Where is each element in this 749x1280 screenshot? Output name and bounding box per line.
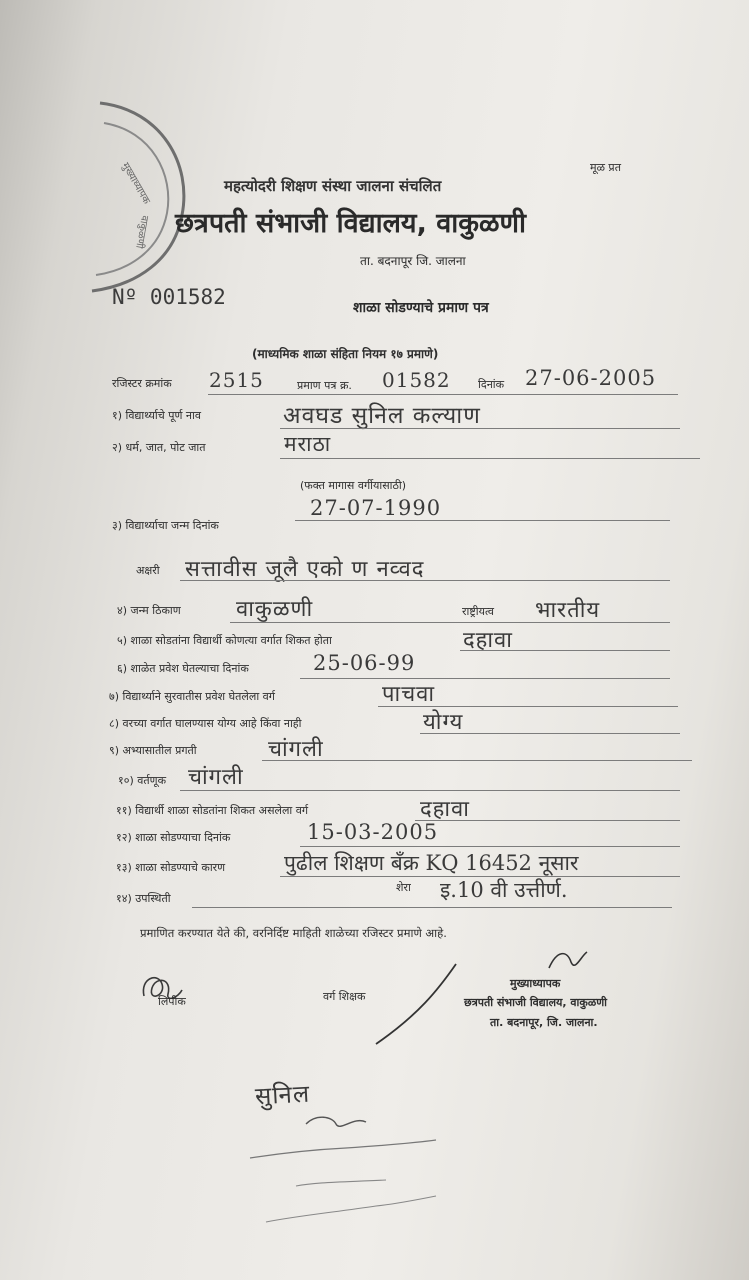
field-3-value: 27-07-1990: [310, 496, 442, 520]
field-3-label: ३) विद्यार्थ्याचा जन्म दिनांक: [112, 519, 219, 532]
clerk-label: लिपीक: [158, 995, 186, 1008]
handwritten-notes: [236, 1110, 456, 1240]
field-14-line: [192, 907, 672, 908]
date-label: दिनांक: [478, 378, 505, 391]
field-7-label: ७) विद्यार्थ्याने सुरवातीस प्रवेश घेतलेला वर्ग: [109, 690, 275, 703]
field-11-line: [415, 820, 680, 821]
class-teacher-label: वर्ग शिक्षक: [323, 990, 366, 1003]
field-9-value: चांगली: [268, 737, 324, 762]
field-6-label: ६) शाळेत प्रवेश घेतल्याचा दिनांक: [117, 662, 249, 675]
field-9-label: ९) अभ्यासातील प्रगती: [109, 744, 197, 757]
field-5-value: दहावा: [463, 628, 513, 653]
field-4-line: [230, 622, 670, 623]
document-title: शाळा सोडण्याचे प्रमाण पत्र: [353, 300, 489, 316]
svg-text:मुख्याध्यापक: मुख्याध्यापक: [119, 161, 152, 207]
serial-number: Nº 001582: [112, 285, 226, 309]
cert-date: 27-06-2005: [525, 366, 657, 390]
school-name: छत्रपती संभाजी विद्यालय, वाकुळणी: [175, 208, 527, 239]
cert-no-label: प्रमाण पत्र क्र.: [297, 379, 352, 392]
field-12-line: [300, 846, 680, 847]
principal-school: छत्रपती संभाजी विद्यालय, वाकुळणी: [464, 996, 608, 1009]
svg-text:वाकुळणी: वाकुळणी: [133, 214, 150, 250]
field-13-label: १३) शाळा सोडण्याचे कारण: [116, 861, 226, 874]
field-1-label: १) विद्यार्थ्याचे पूर्ण नाव: [112, 409, 201, 422]
field-10-value: चांगली: [188, 765, 244, 790]
certification-text: प्रमाणित करण्यात येते की, वरनिर्दिष्ट माहिती शाळेच्या रजिस्टर प्रमाणे आहे.: [140, 926, 447, 940]
field-3-words-value: सत्तावीस जूलै एको ण नव्वद: [185, 557, 425, 582]
field-3-line: [295, 520, 670, 521]
principal-title: मुख्याध्यापक: [510, 977, 561, 990]
copy-label: मूळ प्रत: [590, 161, 621, 174]
school-stamp: [82, 95, 192, 295]
society-name: महत्योदरी शिक्षण संस्था जालना संचलित: [224, 177, 442, 195]
field-12-value: 15-03-2005: [307, 820, 439, 844]
register-label: रजिस्टर क्रमांक: [112, 377, 172, 390]
register-underline: [208, 394, 678, 395]
rule-note: (माध्यमिक शाळा संहिता नियम १७ प्रमाणे): [252, 347, 439, 361]
field-4-label: ४) जन्म ठिकाण: [117, 604, 181, 617]
field-4-value: वाकुळणी: [236, 597, 314, 622]
field-14-label: १४) उपस्थिती: [116, 892, 171, 905]
field-2-value: मराठा: [284, 432, 332, 456]
field-1-value: अवघड सुनिल कल्याण: [283, 403, 481, 429]
field-3-note: (फक्त मागास वर्गीयासाठी): [300, 479, 407, 492]
field-11-label: ११) विद्यार्थी शाळा सोडतांना शिकत असलेला वर्ग: [116, 804, 309, 817]
field-6-line: [300, 678, 670, 679]
field-4b-value: भारतीय: [535, 598, 601, 623]
field-14-remark-label: शेरा: [396, 881, 411, 894]
principal-location: ता. बदनापूर, जि. जालना.: [490, 1016, 598, 1029]
field-2-line: [280, 458, 700, 459]
field-12-label: १२) शाळा सोडण्याचा दिनांक: [116, 831, 231, 844]
field-8-value: योग्य: [423, 710, 464, 735]
field-2-label: २) धर्म, जात, पोट जात: [112, 441, 206, 454]
field-5-label: ५) शाळा सोडतांना विद्यार्थी कोणत्या वर्गात शिकत होता: [117, 634, 332, 647]
field-13-value: पुढील शिक्षण बँक्र KQ 16452 नूसार: [284, 851, 579, 875]
field-3-words-label: अक्षरी: [136, 564, 160, 577]
field-4b-label: राष्ट्रीयत्व: [462, 605, 495, 618]
school-location: ता. बदनापूर जि. जालना: [360, 254, 466, 268]
class-teacher-signature: [368, 960, 463, 1050]
field-5-line: [460, 650, 670, 651]
field-11-value: दहावा: [420, 797, 470, 822]
field-3-words-line: [180, 580, 670, 581]
field-14-value: इ.10 वी उत्तीर्ण.: [440, 878, 568, 902]
receiver-signature: सुनिल: [254, 1079, 311, 1111]
field-10-line: [180, 790, 680, 791]
field-1-line: [280, 428, 680, 429]
cert-number: 01582: [382, 368, 451, 392]
field-10-label: १०) वर्तणूक: [118, 774, 167, 787]
field-9-line: [262, 760, 692, 761]
field-6-value: 25-06-99: [313, 651, 416, 675]
field-7-value: पाचवा: [382, 682, 436, 707]
field-8-label: ८) वरच्या वर्गात घालण्यास योग्य आहे किंवा नाही: [109, 717, 302, 730]
principal-signature: [545, 946, 590, 976]
field-8-line: [420, 733, 680, 734]
register-number: 2515: [209, 368, 264, 392]
